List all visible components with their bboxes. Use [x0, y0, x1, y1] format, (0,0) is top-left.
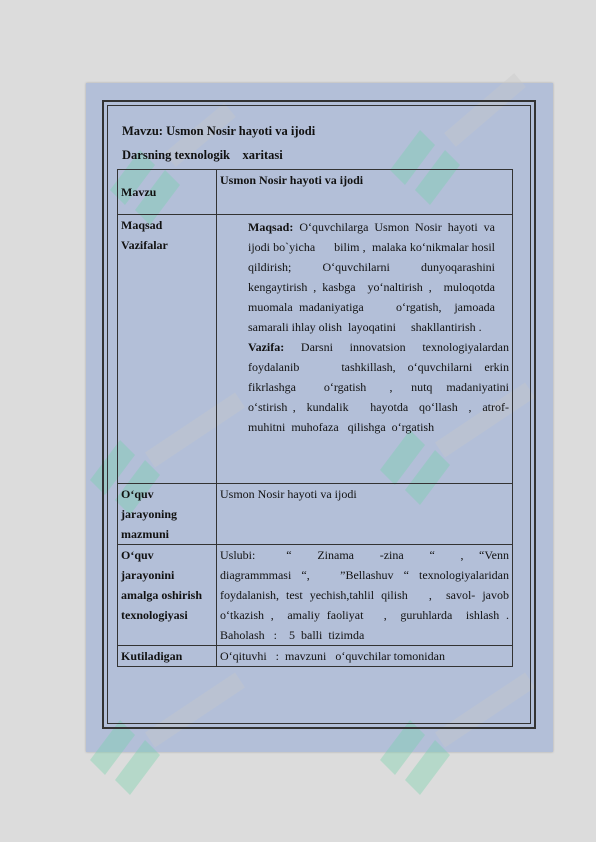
method-header-line2: jarayonini: [121, 568, 175, 582]
expected-value: O‘qituvhi : mavzuni o‘quvchilar tomonidan: [220, 649, 445, 663]
row-value: [217, 545, 513, 646]
row-value: [217, 170, 513, 215]
method-value: Uslubi: “ Zinama -zina “ , “Venn diagrammmasi “, ”Bellashuv “ texnologiyalaridan foydalanish, test yechish,tahlil qilish , savol- javob o‘tkazish , amaliy faoliyat , guruhlarda ishlash . Baholash : 5 balli tizimda: [220, 548, 512, 642]
table-row: [118, 545, 513, 646]
content-value: Usmon Nosir hayoti va ijodi: [220, 487, 357, 501]
table-row: [118, 646, 513, 667]
topic-heading: Mavzu: Usmon Nosir hayoti va ijodi: [122, 124, 316, 138]
row-value: [217, 484, 513, 545]
tasks-header: Vazifalar: [121, 238, 168, 252]
content-header-line1: O‘quv: [121, 487, 154, 501]
row-label: [118, 215, 217, 484]
goal-label: Maqsad:: [248, 220, 294, 234]
method-header-line1: O‘quv: [121, 548, 154, 562]
content-header-line2: jarayoning: [121, 507, 178, 521]
goal-paragraph: [220, 217, 509, 337]
table-row: [118, 215, 513, 484]
lesson-map-table: [117, 169, 513, 667]
row-label: [118, 545, 217, 646]
map-heading: Darsning texnologik xaritasi: [122, 148, 283, 162]
task-label: Vazifa:: [248, 340, 285, 354]
table-row: [118, 484, 513, 545]
topic-value: Usmon Nosir hayoti va ijodi: [220, 173, 364, 187]
goal-header: Maqsad: [121, 218, 163, 232]
content-header-line3: mazmuni: [121, 527, 169, 541]
table-row: [118, 170, 513, 215]
method-header-line4: texnologiyasi: [121, 608, 188, 622]
row-label: [118, 170, 217, 215]
task-text: Darsni innovatsion texnologiyalardan foydalanib tashkillash, o‘quvchilarni erkin fikrlashga o‘rgatish , nutq madaniyatini o‘stirish , kundalik hayotda qo‘llash , atrof- muhitni muhofaza qilishga o‘rgatish: [248, 340, 512, 434]
goal-text: O‘quvchilarga Usmon Nosir hayoti va ijodi bo`yicha bilim , malaka ko‘nikmalar hosil qildirish; O‘quvchilarni dunyoqarashini kengaytirish , kasbga yo‘naltirish , muloqotda muomala madaniyatiga o‘rgatish, jamoada samarali ihlay olish layoqatini shakllantirish .: [248, 220, 501, 334]
row-label: [118, 646, 217, 667]
method-header-line3: amalga oshirish: [121, 588, 203, 602]
row-label: [118, 484, 217, 545]
task-paragraph: [220, 337, 512, 437]
row-value: [217, 215, 513, 484]
topic-label: Mavzu: [121, 185, 157, 199]
expected-header: Kutiladigan: [121, 649, 183, 663]
row-value: [217, 646, 513, 667]
